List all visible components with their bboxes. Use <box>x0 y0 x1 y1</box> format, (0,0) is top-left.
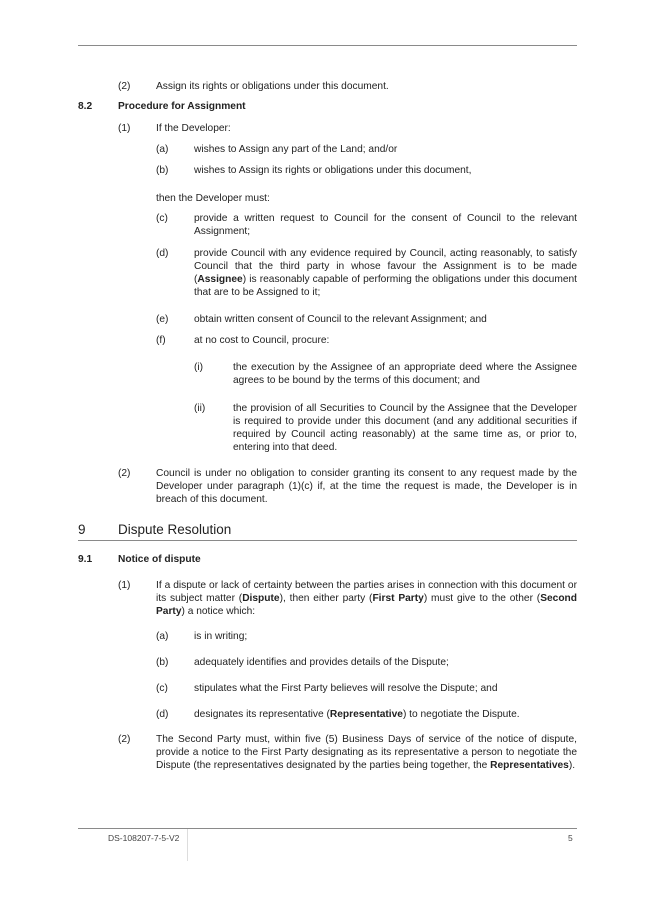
sub-8-2-a-number: (a) <box>156 144 169 155</box>
sub-8-2-p2-text: Council is under no obligation to consider granting its consent to any request made by the Developer under paragraph (1)(c) if, at the time the request is made, the Developer is in breach of this document. <box>156 468 577 505</box>
defined-term-assignee: Assignee <box>197 274 243 285</box>
sub-8-2-title: Procedure for Assignment <box>118 101 246 112</box>
sub-9-1-title: Notice of dispute <box>118 554 201 565</box>
sub-8-2-d-number: (d) <box>156 248 169 259</box>
sub-8-2-d-text-1: provide Council with any evidence required by Council, acting reasonably, to satisfy Council that the third party in whose favour the Assignment is to be made ( <box>194 248 577 285</box>
sub-8-2-b-text: wishes to Assign its rights or obligations under this document, <box>194 165 472 176</box>
sub-9-1-d-number: (d) <box>156 709 169 720</box>
sub-9-1-c-text: stipulates what the First Party believes will resolve the Dispute; and <box>194 683 498 694</box>
sub-8-2-e-number: (e) <box>156 314 169 325</box>
sub-8-2-p1-lead: If the Developer: <box>156 123 231 134</box>
sub-8-2-d-paragraph <box>194 247 577 299</box>
sub-9-1-p2-number: (2) <box>118 734 131 745</box>
sub-9-1-b-number: (b) <box>156 657 169 668</box>
sub-8-2-i-number: (i) <box>194 362 204 373</box>
defined-term-second-party: Second Party <box>156 593 577 617</box>
sub-8-2-ii-text: the provision of all Securities to Council by the Assignee that the Developer is required to provide under this document (and any additional securities if required by Council acting reasonably) at the same time as, or prior to, entering into that deed. <box>233 403 577 453</box>
sub-9-1-number: 9.1 <box>78 554 93 565</box>
clause-9-number: 9 <box>78 522 86 537</box>
clause-9-rule <box>78 540 577 541</box>
sub-8-2-b-number: (b) <box>156 165 169 176</box>
sub-8-2-f-number: (f) <box>156 335 166 346</box>
sub-8-2-f-text: at no cost to Council, procure: <box>194 335 330 346</box>
sub-8-2-c-number: (c) <box>156 213 168 224</box>
sub-9-1-p1-text-4: ) a notice which: <box>181 606 256 617</box>
clause-8-item-2-number: (2) <box>118 81 131 92</box>
sub-8-2-i-text: the execution by the Assignee of an appropriate deed where the Assignee agrees to be bound by the terms of this document; and <box>233 362 577 386</box>
sub-9-1-p1-number: (1) <box>118 580 131 591</box>
sub-9-1-d-text-1: designates its representative ( <box>194 709 330 720</box>
sub-9-1-p1-paragraph <box>156 579 577 618</box>
sub-9-1-p1-text-2: ), then either party ( <box>279 593 373 604</box>
sub-8-2-a-text: wishes to Assign any part of the Land; and/or <box>194 144 398 155</box>
sub-8-2-c-text: provide a written request to Council for the consent of Council to the relevant Assignment; <box>194 213 577 237</box>
sub-9-1-p1-text-3: ) must give to the other ( <box>423 593 541 604</box>
footer-page-number: 5 <box>568 833 573 843</box>
defined-term-dispute: Dispute <box>242 593 280 604</box>
sub-9-1-a-number: (a) <box>156 631 169 642</box>
footer-rule <box>78 828 577 829</box>
defined-term-representatives: Representatives <box>490 760 569 771</box>
sub-9-1-p2-text-1: The Second Party must, within five (5) Business Days of service of the notice of dispute, provide a notice to the First Party designating as its representative a person to negotiate the Dispute (the representatives designated by the parties being together, the <box>156 734 577 771</box>
sub-9-1-p2-paragraph <box>156 733 577 772</box>
sub-9-1-c-number: (c) <box>156 683 168 694</box>
sub-9-1-p2-text-2: ). <box>568 760 576 771</box>
sub-9-1-a-text: is in writing; <box>194 631 248 642</box>
defined-term-representative: Representative <box>329 709 403 720</box>
footer-doc-id: DS-108207-7-5-V2 <box>108 833 180 843</box>
sub-9-1-p1-text-1: If a dispute or lack of certainty between the parties arises in connection with this document or its subject matter ( <box>156 580 577 604</box>
footer-divider <box>187 829 188 861</box>
clause-8-item-2-text: Assign its rights or obligations under this document. <box>156 81 389 92</box>
sub-8-2-e-text: obtain written consent of Council to the relevant Assignment; and <box>194 314 487 325</box>
sub-8-2-d-text-2: ) is reasonably capable of performing the obligations under this document that are to be Assigned to it; <box>194 274 577 298</box>
sub-9-1-d-paragraph <box>194 708 577 721</box>
sub-8-2-then-text: then the Developer must: <box>156 193 270 204</box>
header-rule <box>78 45 577 46</box>
sub-9-1-b-text: adequately identifies and provides details of the Dispute; <box>194 657 449 668</box>
sub-8-2-p1-number: (1) <box>118 123 131 134</box>
clause-9-title: Dispute Resolution <box>118 522 232 537</box>
sub-8-2-number: 8.2 <box>78 101 93 112</box>
sub-9-1-d-text-2: ) to negotiate the Dispute. <box>402 709 520 720</box>
sub-8-2-ii-number: (ii) <box>194 403 206 414</box>
sub-8-2-p2-number: (2) <box>118 468 131 479</box>
defined-term-first-party: First Party <box>372 593 424 604</box>
